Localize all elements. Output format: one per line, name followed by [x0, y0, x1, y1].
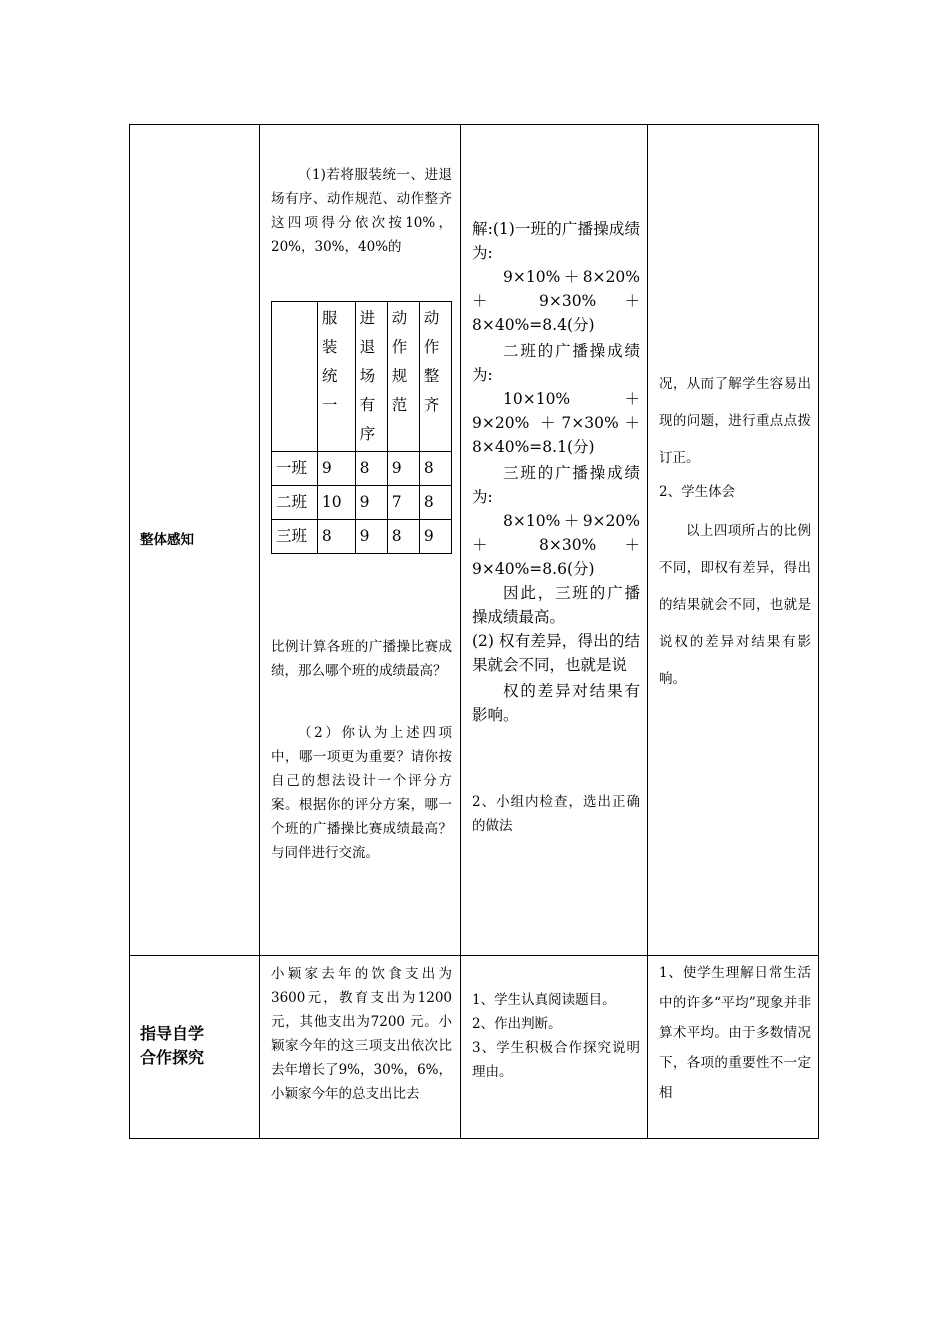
row2-label-line: 指导自学 [140, 1024, 205, 1043]
task-paragraph: 小颖家去年的饮食支出为3600元，教育支出为1200 元，其他支出为7200 元。小颖家今年的这三项支出依次比去年增长了9%，30%，6%，小颖家今年的总支出比去 [271, 966, 452, 1102]
row2-label-cell [130, 956, 260, 1139]
solution-line: 8×10%＋9×20%＋ 8×30% ＋9×40%=8.6(分) [472, 512, 640, 578]
intent-paragraph: 2、学生体会 [659, 484, 736, 500]
score-cell: 9 [419, 520, 451, 554]
row1-label-cell [130, 125, 260, 955]
task-paragraph-1: （1)若将服装统一、进退场有序、动作规范、动作整齐这四项得分依次按10%，20%，30%，40%的 [271, 167, 452, 255]
class-name-cell: 一班 [272, 452, 318, 486]
class-name-cell: 三班 [272, 520, 318, 554]
row1-task-cell [261, 125, 461, 955]
score-cell: 8 [419, 486, 451, 520]
student-activity: 1、学生认真阅读题目。 [472, 992, 616, 1008]
student-activity: 3、学生积极合作探究说明理由。 [472, 1040, 640, 1080]
score-table [271, 301, 452, 554]
score-cell: 8 [355, 452, 387, 486]
solution-line: 10×10% ＋9×20% ＋7×30%＋8×40%=8.1(分) [472, 390, 640, 456]
row2-task-cell [261, 956, 461, 1139]
score-cell: 10 [317, 486, 355, 520]
score-table-row [272, 486, 452, 520]
score-cell: 9 [355, 520, 387, 554]
intent-paragraph: 以上四项所占的比例不同，即权有差异，得出的结果就会不同，也就是说权的差异对结果有影响。 [659, 523, 811, 687]
solution-line: 9×10%＋8×20%＋ 9×30% ＋8×40%=8.4(分) [472, 268, 640, 334]
score-table-row [272, 452, 452, 486]
score-cell: 7 [387, 486, 419, 520]
score-table-header-row [272, 302, 452, 452]
intent-block [659, 366, 811, 698]
score-cell: 9 [317, 452, 355, 486]
solution-line: 权的差异对结果有影响。 [472, 682, 640, 724]
solution-line: (2) 权有差异，得出的结果就会不同，也就是说 [472, 632, 640, 674]
score-cell: 8 [419, 452, 451, 486]
solution-block [472, 217, 640, 727]
score-cell: 9 [355, 486, 387, 520]
header-cell: 进退场有序 [355, 302, 387, 452]
row1-student-cell [462, 125, 648, 955]
score-cell: 8 [317, 520, 355, 554]
task-paragraph-2: 比例计算各班的广播操比赛成绩，那么哪个班的成绩最高？ [271, 639, 452, 679]
intent-paragraph: 况，从而了解学生容易出现的问题，进行重点点拨订正。 [659, 376, 811, 466]
row2-label [140, 1022, 204, 1070]
student-activity: 2、作出判断。 [472, 1016, 562, 1032]
header-cell: 动作整齐 [419, 302, 451, 452]
intent-paragraph: 1、使学生理解日常生活中的许多“平均”现象并非算术平均。由于多数情况下，各项的重要性不一定相 [659, 965, 811, 1101]
student-activity-list [472, 988, 640, 1084]
score-table-row [272, 520, 452, 554]
solution-line: 因此，三班的广播操成绩最高。 [472, 584, 640, 626]
solution-line: 二班的广播操成绩为: [472, 342, 640, 384]
row2-label-line: 合作探究 [140, 1048, 205, 1067]
class-name-cell: 二班 [272, 486, 318, 520]
lesson-plan-table [129, 124, 819, 1139]
score-cell: 8 [387, 520, 419, 554]
row1-label: 整体感知 [140, 532, 194, 548]
row1-intent-cell [649, 125, 819, 955]
task-paragraph-3: （2）你认为上述四项中，哪一项更为重要？请你按自己的想法设计一个评分方案。根据你的评分方案，哪一个班的广播操比赛成绩最高？与同伴进行交流。 [271, 725, 452, 861]
header-cell: 服装统一 [317, 302, 355, 452]
header-cell: 动作规范 [387, 302, 419, 452]
solution-line: 解:(1)一班的广播操成绩为: [472, 220, 640, 262]
solution-line: 三班的广播操成绩为: [472, 464, 640, 506]
student-activity-2: 2、小组内检查，选出正确的做法 [472, 794, 640, 834]
score-cell: 9 [387, 452, 419, 486]
header-cell [272, 302, 318, 452]
row2-student-cell [462, 956, 648, 1139]
row2-intent-cell [649, 956, 819, 1139]
